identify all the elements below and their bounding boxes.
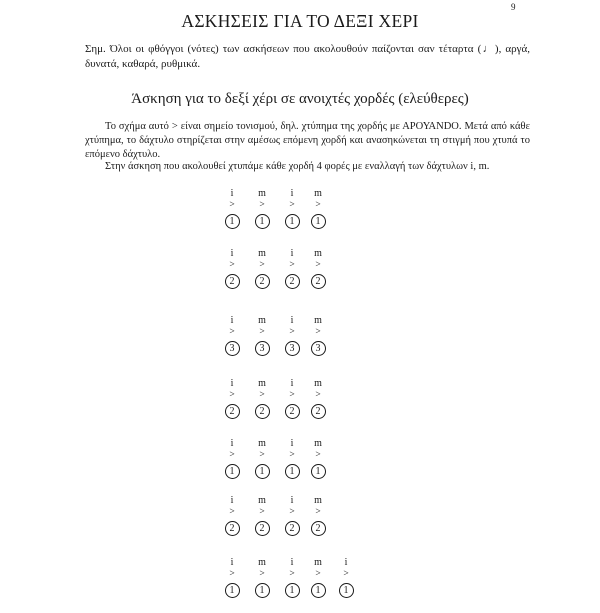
finger-label: i (230, 248, 234, 259)
accent-mark: > (259, 450, 265, 460)
exercise-row (0, 188, 600, 244)
string-number: 1 (255, 464, 270, 479)
exercise-note (307, 438, 329, 479)
exercise-note (221, 188, 243, 229)
string-number: 2 (311, 521, 326, 536)
string-number: 1 (311, 214, 326, 229)
accent-mark: > (259, 569, 265, 579)
string-number: 2 (285, 404, 300, 419)
exercise-note (221, 378, 243, 419)
accent-mark: > (315, 200, 321, 210)
accent-mark: > (315, 569, 321, 579)
finger-label: i (290, 315, 294, 326)
accent-mark: > (229, 200, 235, 210)
exercise-row (0, 378, 600, 434)
finger-label: i (230, 557, 234, 568)
page-title: ΑΣΚΗΣΕΙΣ ΓΙΑ ΤΟ ΔΕΞΙ ΧΕΡΙ (181, 11, 419, 31)
finger-label: i (290, 378, 294, 389)
string-number: 1 (311, 464, 326, 479)
exercise-note (251, 188, 273, 229)
exercise-note (251, 557, 273, 598)
quarter-note-icon: ♩ (481, 43, 495, 55)
string-number: 2 (255, 521, 270, 536)
finger-label: i (290, 188, 294, 199)
accent-mark: > (229, 507, 235, 517)
string-number: 1 (225, 214, 240, 229)
string-number: 3 (225, 341, 240, 356)
string-number: 1 (285, 214, 300, 229)
string-number: 1 (285, 583, 300, 598)
accent-mark: > (229, 569, 235, 579)
finger-label: i (290, 557, 294, 568)
finger-label: i (230, 188, 234, 199)
accent-mark: > (289, 327, 295, 337)
finger-label: i (290, 438, 294, 449)
string-number: 2 (225, 404, 240, 419)
exercise-note (335, 557, 357, 598)
string-number: 2 (255, 274, 270, 289)
exercise-note (251, 248, 273, 289)
finger-label: m (258, 438, 266, 449)
finger-label: m (314, 438, 322, 449)
exercise-note (251, 378, 273, 419)
string-number: 2 (311, 274, 326, 289)
finger-label: m (314, 557, 322, 568)
exercise-note (307, 315, 329, 356)
exercise-note (281, 495, 303, 536)
exercise-note (281, 315, 303, 356)
exercise-note (221, 438, 243, 479)
exercise-note (251, 315, 273, 356)
string-number: 1 (225, 464, 240, 479)
finger-label: i (230, 315, 234, 326)
accent-mark: > (289, 507, 295, 517)
accent-mark: > (229, 390, 235, 400)
finger-label: i (230, 438, 234, 449)
finger-label: m (258, 557, 266, 568)
accent-mark: > (289, 260, 295, 270)
finger-label: m (314, 378, 322, 389)
instruction-paragraph-2: Στην άσκηση που ακολουθεί χτυπάμε κάθε χορδή 4 φορές με εναλλαγή των δάχτυλων i, m. (105, 161, 490, 172)
accent-mark: > (259, 260, 265, 270)
string-number: 1 (255, 583, 270, 598)
string-number: 1 (255, 214, 270, 229)
exercise-note (221, 315, 243, 356)
string-number: 2 (225, 274, 240, 289)
note-paragraph (85, 42, 530, 71)
exercise-subtitle: Άσκηση για το δεξί χέρι σε ανοιχτές χορδές (ελεύθερες) (131, 91, 469, 107)
string-number: 2 (285, 521, 300, 536)
accent-mark: > (259, 327, 265, 337)
exercise-note (221, 495, 243, 536)
finger-label: m (314, 188, 322, 199)
finger-label: m (314, 315, 322, 326)
accent-mark: > (289, 200, 295, 210)
accent-mark: > (315, 507, 321, 517)
accent-mark: > (315, 450, 321, 460)
finger-label: i (290, 495, 294, 506)
string-number: 3 (255, 341, 270, 356)
accent-mark: > (289, 569, 295, 579)
exercise-note (281, 378, 303, 419)
finger-label: m (258, 248, 266, 259)
finger-label: m (258, 378, 266, 389)
accent-mark: > (259, 507, 265, 517)
exercise-note (251, 438, 273, 479)
instruction-paragraph-1: Το σχήμα αυτό > είναι σημείο τονισμού, δηλ. χτύπημα της χορδής με ΑΡΟΥΑΝDΟ. Μετά από κάθε χτύπημα, το δάχτυλο στηρίζεται στην αμέσως επόμενη χορδή και ανασηκώνεται τη στιγμή που χτυπά το επόμενο δάχτυλο. (85, 121, 530, 160)
exercise-note (307, 557, 329, 598)
exercise-note (307, 248, 329, 289)
string-number: 2 (285, 274, 300, 289)
accent-mark: > (315, 390, 321, 400)
accent-mark: > (343, 569, 349, 579)
accent-mark: > (229, 450, 235, 460)
accent-mark: > (229, 260, 235, 270)
exercise-note (281, 438, 303, 479)
note-text-after: ), αργά, δυνατά, καθαρά, ρυθμικά. (85, 43, 530, 70)
exercise-note (281, 188, 303, 229)
exercise-note (281, 557, 303, 598)
accent-mark: > (229, 327, 235, 337)
finger-label: m (258, 188, 266, 199)
string-number: 1 (311, 583, 326, 598)
finger-label: m (314, 495, 322, 506)
exercise-row (0, 248, 600, 304)
string-number: 2 (311, 404, 326, 419)
exercise-row (0, 557, 600, 613)
accent-mark: > (289, 450, 295, 460)
note-text-before: Σημ. Όλοι οι φθόγγοι (νότες) των ασκήσεων που ακολουθούν παίζονται σαν τέταρτα ( (85, 43, 482, 55)
exercise-note (221, 248, 243, 289)
accent-mark: > (315, 327, 321, 337)
finger-label: i (344, 557, 348, 568)
string-number: 1 (285, 464, 300, 479)
string-number: 3 (285, 341, 300, 356)
exercise-note (307, 378, 329, 419)
exercise-row (0, 438, 600, 494)
exercise-note (281, 248, 303, 289)
exercise-note (221, 557, 243, 598)
string-number: 2 (225, 521, 240, 536)
finger-label: i (230, 378, 234, 389)
exercise-row (0, 315, 600, 371)
string-number: 1 (225, 583, 240, 598)
finger-label: i (230, 495, 234, 506)
exercise-note (307, 188, 329, 229)
string-number: 1 (339, 583, 354, 598)
string-number: 3 (311, 341, 326, 356)
accent-mark: > (289, 390, 295, 400)
exercise-row (0, 495, 600, 551)
exercise-note (307, 495, 329, 536)
string-number: 2 (255, 404, 270, 419)
finger-label: m (258, 315, 266, 326)
exercise-note (251, 495, 273, 536)
finger-label: i (290, 248, 294, 259)
finger-label: m (258, 495, 266, 506)
accent-mark: > (259, 200, 265, 210)
accent-mark: > (259, 390, 265, 400)
page-number: 9 (511, 2, 516, 12)
accent-mark: > (315, 260, 321, 270)
finger-label: m (314, 248, 322, 259)
